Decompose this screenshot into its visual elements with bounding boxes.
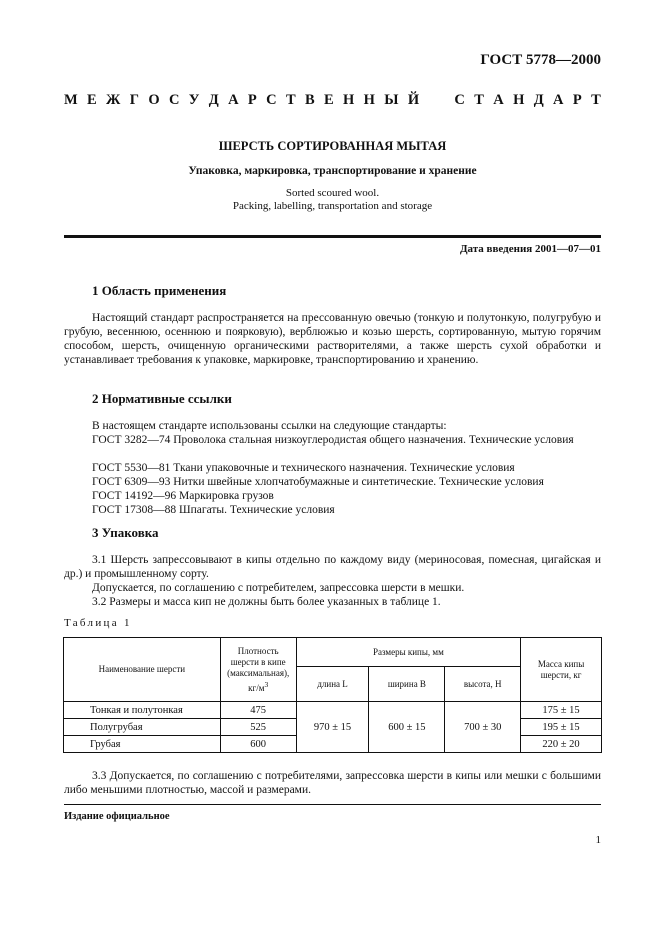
density-cell: 475 xyxy=(220,702,296,719)
banner-letter: Р xyxy=(247,92,257,108)
scope-text: Настоящий стандарт распространяется на прессованную овечью (тонкую и полутонкую, полугрубую и грубую, весеннюю, осеннюю и поярковую), верблюжью и козью шерсть, сортированную, мытую горячим способом, шерсть, очищенную органическими растворителями, а также шерсть сухой обработки и устанавливает требования к упаковке, маркировке, транспортированию и хранению. xyxy=(64,312,601,366)
clause-3-2: 3.2 Размеры и масса кип не должны быть более указанных в таблице 1. xyxy=(92,596,441,608)
section-heading-packing: 3 Упаковка xyxy=(92,525,159,540)
banner-letter: Е xyxy=(323,92,334,108)
reference-item: ГОСТ 6309—93 Нитки швейные хлопчатобумажные и синтетические. Технические условия xyxy=(92,476,544,488)
wool-name-cell: Грубая xyxy=(64,736,221,753)
banner-letter: С xyxy=(168,92,180,108)
english-title-line-2: Packing, labelling, transportation and storage xyxy=(232,200,433,212)
banner-letter: Т xyxy=(591,92,601,108)
banner-letter: О xyxy=(148,92,160,108)
density-cell: 600 xyxy=(220,736,296,753)
wool-name-cell: Полугрубая xyxy=(64,719,221,736)
banner-letter: У xyxy=(188,92,200,108)
banner-letter: А xyxy=(493,92,504,108)
banner-letter: Т xyxy=(474,92,484,108)
reference-item: ГОСТ 14192—96 Маркировка грузов xyxy=(92,490,274,502)
clause-3-3-text: 3.3 Допускается, по соглашению с потребителями, запрессовка шерсти в кипы или мешки с большими либо меньшими плотностью, массой и размерами. xyxy=(64,770,601,796)
edition-label: Издание официальное xyxy=(64,811,170,822)
banner-letter: Н xyxy=(343,92,355,108)
banner-letter: Д xyxy=(208,92,219,108)
document-number: ГОСТ 5778—2000 xyxy=(480,52,601,68)
clause-3-3 xyxy=(64,769,601,797)
document-title: ШЕРСТЬ СОРТИРОВАННАЯ МЫТАЯ xyxy=(218,139,447,153)
header-height: высота, H xyxy=(445,667,521,702)
header-density-sup: 3 xyxy=(264,679,269,689)
header-width: ширина B xyxy=(369,667,445,702)
banner-letter xyxy=(428,92,432,109)
length-cell: 970 ± 15 xyxy=(296,702,369,753)
mass-cell: 175 ± 15 xyxy=(521,702,602,719)
document-subtitle: Упаковка, маркировка, транспортирование и хранение xyxy=(188,165,477,177)
clause-3-1-note: Допускается, по соглашению с потребителем, запрессовка шерсти в мешки. xyxy=(92,582,465,594)
bale-size-table xyxy=(63,637,602,753)
reference-item: ГОСТ 17308—88 Шпагаты. Технические условия xyxy=(92,504,335,516)
banner-letter: Ы xyxy=(384,92,399,108)
banner-letter: Ж xyxy=(106,92,121,108)
banner-letter: Й xyxy=(407,92,420,108)
footer-divider xyxy=(64,804,601,805)
banner-letter: Н xyxy=(513,92,525,108)
table-row xyxy=(64,702,602,719)
english-title-line-1: Sorted scoured wool. xyxy=(285,187,380,199)
height-cell: 700 ± 30 xyxy=(445,702,521,753)
banner-letter: Р xyxy=(572,92,582,108)
reference-text: ГОСТ 3282—74 Проволока стальная низкоуглеродистая общего назначения. Технические условия xyxy=(92,434,574,446)
banner-letter: Д xyxy=(533,92,544,108)
header-length: длина L xyxy=(296,667,369,702)
header-density xyxy=(220,638,296,702)
banner-letter: С xyxy=(454,92,465,108)
mass-cell: 220 ± 20 xyxy=(521,736,602,753)
title-divider xyxy=(64,235,601,238)
banner-letter xyxy=(441,92,445,109)
clause-3-1-text: 3.1 Шерсть запрессовывают в кипы отдельно по каждому виду (мериносовая, помесная, цигайская и др.) и промышленному сорту. xyxy=(64,554,601,580)
page-number: 1 xyxy=(595,834,601,846)
mass-cell: 195 ± 15 xyxy=(521,719,602,736)
header-density-text: Плотность шерсти в кипе (максимальная), кг/м xyxy=(227,645,290,693)
reference-item: ГОСТ 5530—81 Ткани упаковочные и технического назначения. Технические условия xyxy=(92,462,515,474)
section-heading-scope: 1 Область применения xyxy=(92,283,227,298)
width-cell: 600 ± 15 xyxy=(369,702,445,753)
banner-letter: С xyxy=(266,92,277,108)
introduction-date: Дата введения 2001—07—01 xyxy=(459,243,601,255)
banner-letter: Т xyxy=(285,92,296,108)
wool-name-cell: Тонкая и полутонкая xyxy=(64,702,221,719)
banner-letter: Е xyxy=(87,92,97,108)
references-intro: В настоящем стандарте использованы ссылки на следующие стандарты: xyxy=(92,420,447,432)
clause-3-1 xyxy=(64,553,601,581)
banner-letter: Н xyxy=(363,92,375,108)
scope-paragraph xyxy=(64,311,601,367)
reference-item xyxy=(64,433,601,447)
banner-letter: А xyxy=(228,92,239,108)
banner-letter: М xyxy=(64,92,78,108)
interstate-standard-banner xyxy=(64,92,601,109)
density-cell: 525 xyxy=(220,719,296,736)
header-wool-name: Наименование шерсти xyxy=(64,638,221,702)
banner-letter: В xyxy=(304,92,315,108)
table-caption: Таблица 1 xyxy=(64,617,132,629)
banner-letter: А xyxy=(553,92,564,108)
header-dimensions: Размеры кипы, мм xyxy=(296,638,520,667)
banner-letter: Г xyxy=(129,92,139,108)
header-mass: Масса кипы шерсти, кг xyxy=(521,638,602,702)
section-heading-references: 2 Нормативные ссылки xyxy=(92,391,232,406)
